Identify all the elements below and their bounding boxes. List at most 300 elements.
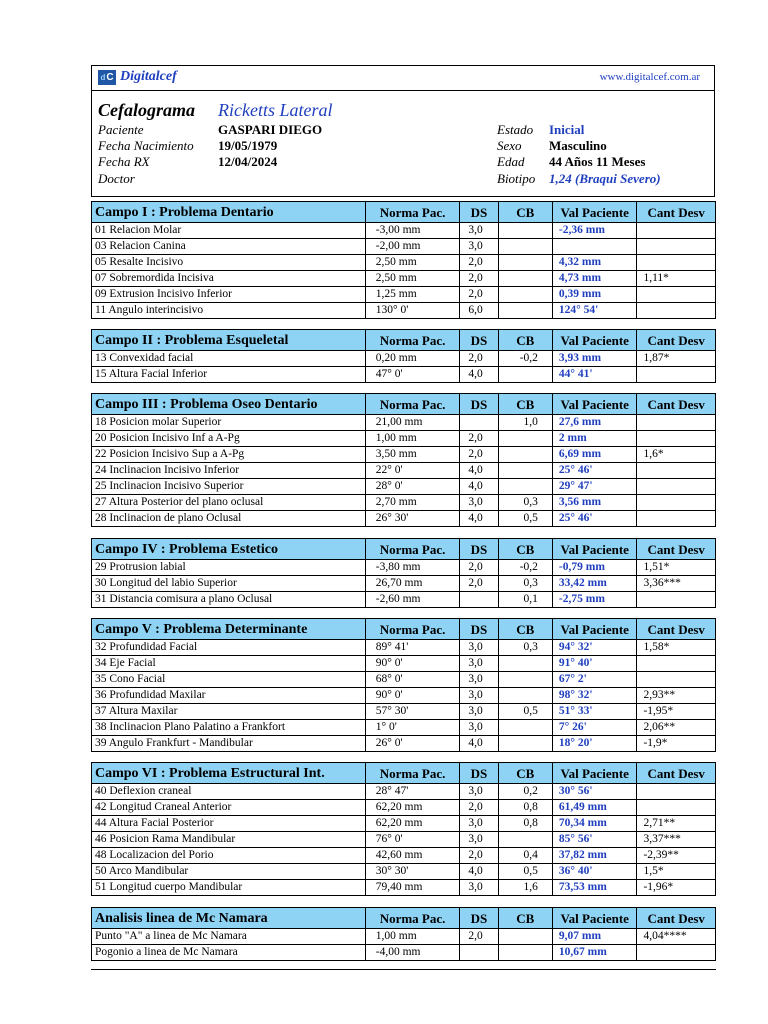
patient-value: 4,32 mm [552,255,637,271]
edad-value: 44 Años 11 Meses [549,154,646,169]
table-row [92,287,716,303]
norma-value: 76° 0' [365,832,460,848]
ds-value: 3,0 [460,239,498,255]
ds-value: 3,0 [460,880,498,896]
column-header: CB [498,330,552,351]
norma-value: 1,00 mm [365,929,460,945]
table-row [92,255,716,271]
norma-value: 68° 0' [365,672,460,688]
column-header: DS [460,908,498,929]
table-row [92,929,716,945]
deviation-value [637,287,716,303]
patient-value: 25° 46' [552,511,637,527]
norma-value: 90° 0' [365,656,460,672]
column-header: DS [460,539,498,560]
column-header: Val Paciente [552,619,637,640]
norma-value: -2,60 mm [365,592,460,608]
norma-value: 1,25 mm [365,287,460,303]
measure-name: 25 Inclinacion Incisivo Superior [92,479,366,495]
measure-name: 22 Posicion Incisivo Sup a A-Pg [92,447,366,463]
section-table [91,538,716,608]
measure-name: 05 Resalte Incisivo [92,255,366,271]
measure-name: 27 Altura Posterior del plano oclusal [92,495,366,511]
deviation-value [637,367,716,383]
cb-value: 0,3 [498,495,552,511]
measure-name: 48 Localizacion del Porio [92,848,366,864]
measure-name: 03 Relacion Canina [92,239,366,255]
measure-name: 36 Profundidad Maxilar [92,688,366,704]
paciente-value: GASPARI DIEGO [218,122,323,137]
measure-name: 39 Angulo Frankfurt - Mandibular [92,736,366,752]
ds-value: 4,0 [460,463,498,479]
section-table [91,762,716,896]
table-row [92,640,716,656]
ds-value: 6,0 [460,303,498,319]
ds-value: 2,0 [460,287,498,303]
table-row [92,239,716,255]
measure-name: 28 Inclinacion de plano Oclusal [92,511,366,527]
patient-value: 30° 56' [552,784,637,800]
measure-name: 24 Inclinacion Incisivo Inferior [92,463,366,479]
table-row [92,303,716,319]
ds-value: 3,0 [460,688,498,704]
deviation-value [637,479,716,495]
norma-value: 26,70 mm [365,576,460,592]
rx-label: Fecha RX [98,154,150,169]
section-header-row [92,539,716,560]
patient-value: 6,69 mm [552,447,637,463]
norma-value: 28° 0' [365,479,460,495]
ds-value: 2,0 [460,929,498,945]
ds-value: 3,0 [460,223,498,239]
norma-value: 130° 0' [365,303,460,319]
rx-value: 12/04/2024 [218,154,278,169]
column-header: Cant Desv [637,539,716,560]
table-row [92,848,716,864]
column-header: DS [460,394,498,415]
cb-value [498,271,552,287]
cb-value: 0,5 [498,704,552,720]
section-header-row [92,908,716,929]
column-header: CB [498,908,552,929]
deviation-value [637,239,716,255]
norma-value: 1,00 mm [365,431,460,447]
ds-value [460,415,498,431]
patient-value: 91° 40' [552,656,637,672]
patient-value: 10,67 mm [552,945,637,961]
norma-value: 2,50 mm [365,255,460,271]
nacimiento-label: Fecha Nacimiento [98,138,194,153]
ds-value: 2,0 [460,447,498,463]
patient-value: 37,82 mm [552,848,637,864]
cb-value [498,255,552,271]
section-title: Campo I : Problema Dentario [92,202,366,223]
column-header: Val Paciente [552,394,637,415]
digitalcef-logo-icon: d C [98,70,116,85]
patient-value: -2,36 mm [552,223,637,239]
cb-value: 1,6 [498,880,552,896]
table-row [92,576,716,592]
deviation-value [637,463,716,479]
norma-value: 42,60 mm [365,848,460,864]
patient-value: 36° 40' [552,864,637,880]
column-header: Cant Desv [637,619,716,640]
deviation-value: 2,71** [637,816,716,832]
cb-value [498,223,552,239]
table-row [92,447,716,463]
biotipo-value: 1,24 (Braqui Severo) [549,171,661,186]
cb-value [498,463,552,479]
ds-value: 3,0 [460,816,498,832]
ds-value: 2,0 [460,560,498,576]
measure-name: Pogonio a linea de Mc Namara [92,945,366,961]
norma-value: 47° 0' [365,367,460,383]
column-header: Norma Pac. [365,202,460,223]
cb-value [498,447,552,463]
norma-value: -4,00 mm [365,945,460,961]
doctor-label: Doctor [98,171,135,186]
cb-value [498,367,552,383]
measure-name: 07 Sobremordida Incisiva [92,271,366,287]
deviation-value [637,945,716,961]
measure-name: 40 Deflexion craneal [92,784,366,800]
ds-value [460,592,498,608]
patient-value: 4,73 mm [552,271,637,287]
ds-value: 2,0 [460,255,498,271]
ds-value: 4,0 [460,864,498,880]
column-header: CB [498,619,552,640]
sexo-label: Sexo [497,138,522,153]
measure-name: 29 Protrusion labial [92,560,366,576]
table-row [92,672,716,688]
cb-value: 0,5 [498,511,552,527]
norma-value: 26° 30' [365,511,460,527]
column-header: Val Paciente [552,330,637,351]
column-header: Norma Pac. [365,539,460,560]
cb-value: 0,8 [498,816,552,832]
cb-value [498,929,552,945]
deviation-value [637,672,716,688]
ds-value: 3,0 [460,784,498,800]
ds-value: 3,0 [460,640,498,656]
ds-value: 2,0 [460,576,498,592]
ds-value: 4,0 [460,511,498,527]
norma-value: 28° 47' [365,784,460,800]
column-header: CB [498,394,552,415]
section-header-row [92,330,716,351]
patient-value: -2,75 mm [552,592,637,608]
column-header: Norma Pac. [365,908,460,929]
estado-value: Inicial [549,122,585,137]
measure-name: 44 Altura Facial Posterior [92,816,366,832]
cb-value: 0,1 [498,592,552,608]
section-header-row [92,763,716,784]
column-header: Cant Desv [637,330,716,351]
deviation-value: 2,93** [637,688,716,704]
patient-value: 7° 26' [552,720,637,736]
measure-name: 30 Longitud del labio Superior [92,576,366,592]
section-title: Analisis linea de Mc Namara [92,908,366,929]
column-header: Norma Pac. [365,394,460,415]
section-table [91,618,716,752]
norma-value: 89° 41' [365,640,460,656]
norma-value: 2,50 mm [365,271,460,287]
table-row [92,271,716,287]
norma-value: 21,00 mm [365,415,460,431]
table-row [92,592,716,608]
cb-value [498,832,552,848]
patient-value: 18° 20' [552,736,637,752]
column-header: Norma Pac. [365,763,460,784]
norma-value: 2,70 mm [365,495,460,511]
table-row [92,495,716,511]
deviation-value: 3,37*** [637,832,716,848]
column-header: DS [460,763,498,784]
edad-label: Edad [497,154,525,169]
cb-value [498,431,552,447]
table-row [92,463,716,479]
table-row [92,351,716,367]
table-row [92,816,716,832]
measure-name: 31 Distancia comisura a plano Oclusal [92,592,366,608]
deviation-value [637,415,716,431]
patient-value: 3,93 mm [552,351,637,367]
ds-value: 2,0 [460,800,498,816]
cb-value [498,303,552,319]
cb-value: 0,2 [498,784,552,800]
ds-value: 3,0 [460,672,498,688]
table-row [92,560,716,576]
measure-name: 38 Inclinacion Plano Palatino a Frankfort [92,720,366,736]
table-row [92,736,716,752]
deviation-value [637,784,716,800]
brand-name: Digitalcef [120,69,177,84]
cb-value [498,479,552,495]
deviation-value [637,495,716,511]
cb-value [498,656,552,672]
section-header-row [92,394,716,415]
ds-value: 3,0 [460,495,498,511]
measure-name: 50 Arco Mandibular [92,864,366,880]
patient-value: 94° 32' [552,640,637,656]
norma-value: 0,20 mm [365,351,460,367]
norma-value: 62,20 mm [365,800,460,816]
ds-value: 4,0 [460,367,498,383]
section-title: Campo IV : Problema Estetico [92,539,366,560]
cb-value [498,736,552,752]
patient-value: 2 mm [552,431,637,447]
norma-value: 57° 30' [365,704,460,720]
patient-value: -0,79 mm [552,560,637,576]
deviation-value: 1,11* [637,271,716,287]
deviation-value: 1,5* [637,864,716,880]
ds-value: 3,0 [460,704,498,720]
norma-value: 90° 0' [365,688,460,704]
section-title: Campo V : Problema Determinante [92,619,366,640]
section-table [91,393,716,527]
norma-value: -3,00 mm [365,223,460,239]
deviation-value [637,656,716,672]
table-row [92,832,716,848]
deviation-value: 4,04**** [637,929,716,945]
deviation-value: 1,6* [637,447,716,463]
ds-value: 2,0 [460,271,498,287]
ds-value: 4,0 [460,479,498,495]
deviation-value: 1,51* [637,560,716,576]
bottom-divider [91,969,716,970]
norma-value: 1° 0' [365,720,460,736]
cb-value: 0,3 [498,576,552,592]
table-row [92,784,716,800]
brand-bar [92,66,714,91]
patient-value [552,239,637,255]
report-title: Cefalograma [98,100,195,120]
measure-name: 11 Angulo interincisivo [92,303,366,319]
norma-value: 26° 0' [365,736,460,752]
cb-value [498,720,552,736]
ds-value: 2,0 [460,431,498,447]
sexo-value: Masculino [549,138,607,153]
deviation-value [637,800,716,816]
section-table [91,907,716,961]
measure-name: 01 Relacion Molar [92,223,366,239]
deviation-value: 1,58* [637,640,716,656]
ds-value: 2,0 [460,351,498,367]
norma-value: 79,40 mm [365,880,460,896]
cb-value: 0,5 [498,864,552,880]
table-row [92,880,716,896]
column-header: Val Paciente [552,202,637,223]
norma-value: 22° 0' [365,463,460,479]
deviation-value: 3,36*** [637,576,716,592]
cb-value [498,945,552,961]
table-row [92,720,716,736]
patient-value: 9,07 mm [552,929,637,945]
patient-value: 3,56 mm [552,495,637,511]
patient-value: 85° 56' [552,832,637,848]
deviation-value: -1,9* [637,736,716,752]
column-header: Cant Desv [637,763,716,784]
column-header: DS [460,202,498,223]
column-header: Cant Desv [637,202,716,223]
column-header: Cant Desv [637,908,716,929]
cb-value: 1,0 [498,415,552,431]
table-row [92,479,716,495]
measure-name: 15 Altura Facial Inferior [92,367,366,383]
ds-value: 3,0 [460,656,498,672]
table-row [92,704,716,720]
table-row [92,415,716,431]
column-header: Val Paciente [552,763,637,784]
column-header: Cant Desv [637,394,716,415]
norma-value: 30° 30' [365,864,460,880]
deviation-value [637,431,716,447]
section-title: Campo III : Problema Oseo Dentario [92,394,366,415]
column-header: DS [460,619,498,640]
cb-value [498,688,552,704]
measure-name: 37 Altura Maxilar [92,704,366,720]
measure-name: 13 Convexidad facial [92,351,366,367]
column-header: CB [498,539,552,560]
section-table [91,329,716,383]
patient-value: 0,39 mm [552,287,637,303]
deviation-value [637,511,716,527]
norma-value: 3,50 mm [365,447,460,463]
section-header-row [92,619,716,640]
brand-url[interactable]: www.digitalcef.com.ar [599,71,700,83]
ds-value: 4,0 [460,736,498,752]
patient-value: 73,53 mm [552,880,637,896]
column-header: DS [460,330,498,351]
patient-value: 67° 2' [552,672,637,688]
table-row [92,367,716,383]
column-header: Norma Pac. [365,619,460,640]
cb-value: -0,2 [498,351,552,367]
deviation-value: 1,87* [637,351,716,367]
column-header: CB [498,763,552,784]
table-row [92,688,716,704]
deviation-value [637,592,716,608]
patient-value: 27,6 mm [552,415,637,431]
measure-name: 20 Posicion Incisivo Inf a A-Pg [92,431,366,447]
column-header: CB [498,202,552,223]
estado-label: Estado [497,122,534,137]
measure-name: 35 Cono Facial [92,672,366,688]
paciente-label: Paciente [98,122,144,137]
cb-value: 0,3 [498,640,552,656]
ds-value: 3,0 [460,832,498,848]
deviation-value [637,255,716,271]
measure-name: 09 Extrusion Incisivo Inferior [92,287,366,303]
measure-name: Punto "A" a linea de Mc Namara [92,929,366,945]
section-table [91,201,716,319]
deviation-value: -1,95* [637,704,716,720]
nacimiento-value: 19/05/1979 [218,138,278,153]
cb-value [498,672,552,688]
patient-value: 29° 47' [552,479,637,495]
cb-value [498,287,552,303]
table-row [92,864,716,880]
measure-name: 51 Longitud cuerpo Mandibular [92,880,366,896]
patient-value: 98° 32' [552,688,637,704]
table-row [92,431,716,447]
measure-name: 32 Profundidad Facial [92,640,366,656]
table-row [92,511,716,527]
patient-value: 70,34 mm [552,816,637,832]
cb-value: -0,2 [498,560,552,576]
table-row [92,800,716,816]
report-subtitle: Ricketts Lateral [218,100,333,120]
norma-value: -3,80 mm [365,560,460,576]
cb-value [498,239,552,255]
table-row [92,656,716,672]
measure-name: 42 Longitud Craneal Anterior [92,800,366,816]
table-row [92,223,716,239]
ds-value: 2,0 [460,848,498,864]
column-header: Val Paciente [552,539,637,560]
cb-value: 0,8 [498,800,552,816]
deviation-value: -2,39** [637,848,716,864]
patient-value: 61,49 mm [552,800,637,816]
measure-name: 18 Posicion molar Superior [92,415,366,431]
report-header [91,65,715,197]
patient-value: 33,42 mm [552,576,637,592]
patient-value: 44° 41' [552,367,637,383]
patient-value: 51° 33' [552,704,637,720]
patient-value: 124° 54' [552,303,637,319]
column-header: Val Paciente [552,908,637,929]
cb-value: 0,4 [498,848,552,864]
